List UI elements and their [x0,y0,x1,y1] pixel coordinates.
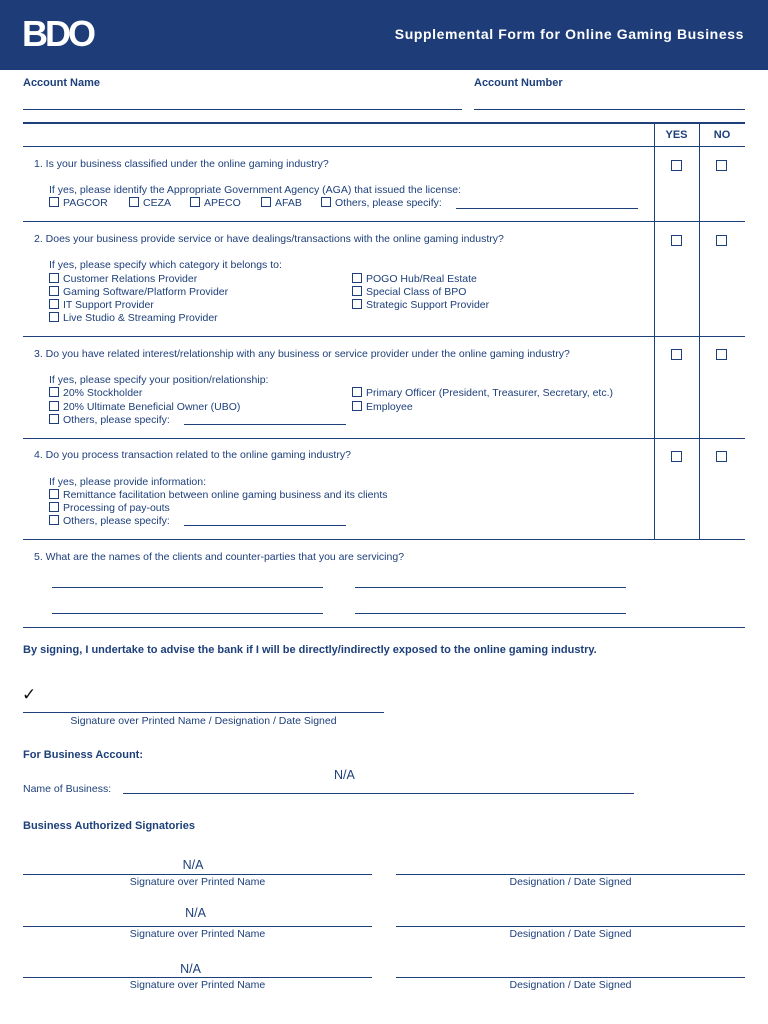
q4-yes-checkbox[interactable] [671,451,682,462]
signatory-name-value: N/A [182,858,204,872]
option-pagcor[interactable]: PAGCOR [49,197,108,209]
yes-column-divider [654,123,655,539]
checkbox[interactable] [49,312,59,322]
option-gaming-software[interactable]: Gaming Software/Platform Provider [49,286,228,298]
option-special-bpo[interactable]: Special Class of BPO [352,286,466,298]
signatory-name-value: N/A [180,962,201,976]
signing-statement: By signing, I undertake to advise the bank if I will be directly/indirectly exposed to the online gaming industry. [23,644,597,656]
question-4-prompt: If yes, please provide information: [49,476,206,488]
signatory-designation-field[interactable] [396,874,745,875]
question-1-prompt: If yes, please identify the Appropriate Government Agency (AGA) that issued the license: [49,184,462,196]
checkbox[interactable] [49,515,59,525]
question-2: 2. Does your business provide service or have dealings/transactions with the online gaming industry? [34,233,504,245]
checkbox[interactable] [49,401,59,411]
option-primary-officer[interactable]: Primary Officer (President, Treasurer, Secretary, etc.) [352,387,613,399]
business-name-value: N/A [334,768,355,782]
client-name-field[interactable] [52,587,323,588]
client-name-field[interactable] [52,613,323,614]
checkbox[interactable] [352,273,362,283]
signatory-name-value: N/A [185,906,206,920]
account-name-field[interactable] [23,109,462,110]
checkbox[interactable] [352,401,362,411]
checkbox[interactable] [49,387,59,397]
signatory-signature-field[interactable] [23,926,372,927]
q3-others-field[interactable] [184,424,346,425]
signatory-designation-field[interactable] [396,977,745,978]
signature-caption: Signature over Printed Name / Designation / Date Signed [70,715,337,727]
checkbox[interactable] [352,286,362,296]
checkbox[interactable] [261,197,271,207]
question-3-prompt: If yes, please specify your position/relationship: [49,374,269,386]
option-others-q1[interactable]: Others, please specify: [321,197,442,209]
table-header-divider [23,146,745,147]
question-2-prompt: If yes, please specify which category it belongs to: [49,259,282,271]
business-name-label: Name of Business: [23,783,112,795]
option-ceza[interactable]: CEZA [129,197,171,209]
row-divider [23,221,745,222]
form-title: Supplemental Form for Online Gaming Business [394,26,744,42]
checkbox[interactable] [321,197,331,207]
no-column-header: NO [713,129,731,141]
signatory-signature-caption: Signature over Printed Name [129,928,266,940]
signatory-signature-caption: Signature over Printed Name [129,876,266,888]
signature-field[interactable] [23,712,384,713]
account-name-label: Account Name [23,77,101,89]
row-divider [23,336,745,337]
check-mark-icon: ✓ [22,685,37,704]
option-strategic-support[interactable]: Strategic Support Provider [352,299,489,311]
q3-no-checkbox[interactable] [716,349,727,360]
signatory-designation-field[interactable] [396,926,745,927]
signatory-signature-caption: Signature over Printed Name [129,979,266,991]
q1-others-field[interactable] [456,208,638,209]
client-name-field[interactable] [355,613,626,614]
checkbox[interactable] [49,299,59,309]
client-name-field[interactable] [355,587,626,588]
business-account-heading: For Business Account: [23,749,143,761]
question-4: 4. Do you process transaction related to the online gaming industry? [34,449,351,461]
checkbox[interactable] [352,299,362,309]
option-pogo-hub[interactable]: POGO Hub/Real Estate [352,273,477,285]
checkbox[interactable] [49,197,59,207]
checkbox[interactable] [352,387,362,397]
option-others-q3[interactable]: Others, please specify: [49,414,170,426]
table-top-border [23,122,745,124]
no-column-divider [699,123,700,539]
option-payouts[interactable]: Processing of pay-outs [49,502,170,514]
checkbox[interactable] [49,414,59,424]
option-ubo[interactable]: 20% Ultimate Beneficial Owner (UBO) [49,401,240,413]
option-remittance[interactable]: Remittance facilitation between online gaming business and its clients [49,489,388,501]
signatory-designation-caption: Designation / Date Signed [509,928,632,940]
q1-yes-checkbox[interactable] [671,160,682,171]
q2-no-checkbox[interactable] [716,235,727,246]
option-it-support[interactable]: IT Support Provider [49,299,154,311]
signatories-heading: Business Authorized Signatories [23,820,195,832]
business-name-field[interactable] [123,793,634,794]
option-live-studio[interactable]: Live Studio & Streaming Provider [49,312,218,324]
option-others-q4[interactable]: Others, please specify: [49,515,170,527]
option-customer-relations[interactable]: Customer Relations Provider [49,273,197,285]
signatory-signature-field[interactable] [23,874,372,875]
checkbox[interactable] [49,286,59,296]
checkbox[interactable] [49,489,59,499]
q3-yes-checkbox[interactable] [671,349,682,360]
question-1: 1. Is your business classified under the online gaming industry? [34,158,329,170]
option-afab[interactable]: AFAB [261,197,302,209]
checkbox[interactable] [129,197,139,207]
checkbox[interactable] [49,502,59,512]
q2-yes-checkbox[interactable] [671,235,682,246]
option-employee[interactable]: Employee [352,401,413,413]
yes-column-header: YES [665,129,688,141]
bdo-logo: BDO [22,13,93,54]
signatory-designation-caption: Designation / Date Signed [509,979,632,991]
option-apeco[interactable]: APECO [190,197,241,209]
checkbox[interactable] [190,197,200,207]
question-5: 5. What are the names of the clients and counter-parties that you are servicing? [34,551,405,563]
row-divider [23,438,745,439]
q4-others-field[interactable] [184,525,346,526]
q4-no-checkbox[interactable] [716,451,727,462]
signatory-signature-field[interactable] [23,977,372,978]
signatory-designation-caption: Designation / Date Signed [509,876,632,888]
q1-no-checkbox[interactable] [716,160,727,171]
account-number-label: Account Number [474,77,563,89]
account-number-field[interactable] [474,109,745,110]
checkbox[interactable] [49,273,59,283]
table-bottom-border [23,539,745,540]
section-divider [23,627,745,628]
option-stockholder[interactable]: 20% Stockholder [49,387,142,399]
question-3: 3. Do you have related interest/relationship with any business or service provider under the online gaming industry? [34,348,570,360]
